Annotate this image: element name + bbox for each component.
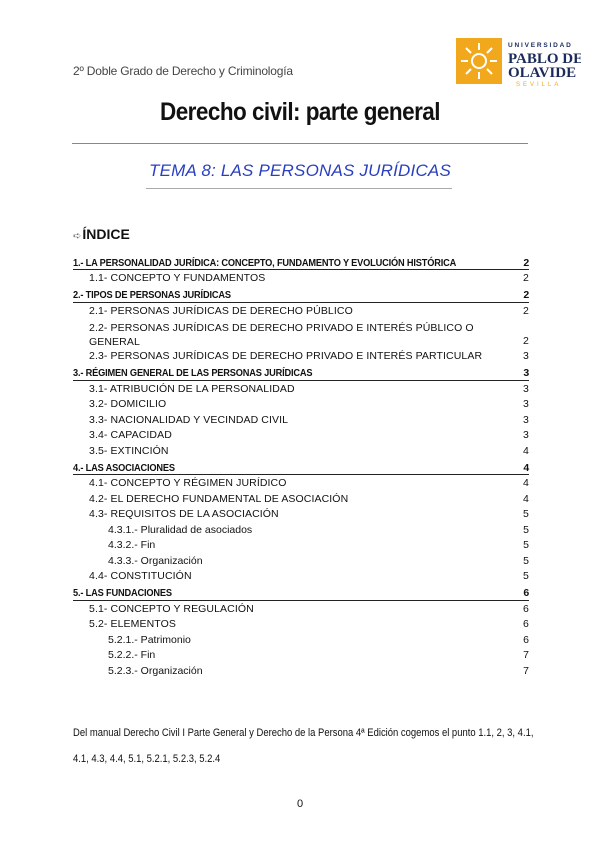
toc-entry[interactable] (73, 349, 529, 365)
toc-entry-label: 3.4- CAPACIDAD (89, 429, 172, 441)
toc-entry-label: 5.2- ELEMENTOS (89, 618, 176, 630)
toc-entry-page: 5 (523, 523, 529, 536)
toc-entry-label: 2.- TIPOS DE PERSONAS JURÍDICAS (73, 289, 231, 301)
toc-entry[interactable] (73, 254, 529, 271)
toc-entry-label: 3.- RÉGIMEN GENERAL DE LAS PERSONAS JURÍDICAS (73, 367, 313, 379)
toc-entry[interactable] (73, 459, 529, 476)
toc-entry-page: 3 (523, 350, 529, 362)
toc-entry[interactable] (73, 633, 529, 649)
toc-entry-page: 2 (523, 289, 529, 301)
toc-entry[interactable] (73, 664, 529, 680)
toc-entry-page: 5 (523, 570, 529, 582)
toc-entry-page: 5 (523, 508, 529, 520)
toc-entry-page: 6 (523, 587, 529, 599)
toc-entry[interactable] (73, 648, 529, 664)
toc-entry-label: 1.1- CONCEPTO Y FUNDAMENTOS (89, 272, 266, 284)
toc-entry[interactable] (73, 585, 529, 602)
toc-entry-page: 2 (523, 272, 529, 284)
toc-entry-page: 6 (523, 633, 529, 646)
svg-text:OLAVIDE: OLAVIDE (508, 65, 577, 81)
toc-entry-page: 3 (523, 398, 529, 410)
toc-entry-page: 2 (523, 334, 529, 347)
svg-text:UNIVERSIDAD: UNIVERSIDAD (508, 42, 573, 49)
toc-entry[interactable] (73, 602, 529, 618)
document-title: Derecho civil: parte general (159, 98, 440, 126)
toc-entry-label: 4.3.1.- Pluralidad de asociados (108, 523, 253, 536)
toc-entry-label: 1.- LA PERSONALIDAD JURÍDICA: CONCEPTO, FUNDAMENTO Y EVOLUCIÓN HISTÓRICA (73, 256, 457, 269)
svg-text:PABLO DE: PABLO DE (508, 51, 581, 67)
table-of-contents (73, 254, 529, 679)
toc-entry-label: 5.2.3.- Organización (108, 664, 203, 677)
toc-entry[interactable] (73, 444, 529, 460)
toc-entry-label: 5.1- CONCEPTO Y REGULACIÓN (89, 602, 254, 615)
toc-entry-page: 4 (523, 461, 529, 474)
title-divider (72, 143, 528, 144)
toc-entry-label: 4.3- REQUISITOS DE LA ASOCIACIÓN (89, 508, 279, 520)
toc-entry-page: 7 (523, 664, 529, 677)
toc-entry[interactable] (73, 538, 529, 554)
toc-entry[interactable] (73, 287, 529, 304)
toc-entry[interactable] (73, 382, 529, 398)
toc-entry-label: 2.2- PERSONAS JURÍDICAS DE DERECHO PRIVADO E INTERÉS PÚBLICO O GENERAL (89, 322, 474, 348)
toc-entry[interactable] (73, 554, 529, 570)
toc-entry-page: 3 (523, 413, 529, 426)
topic-title: TEMA 8: LAS PERSONAS JURÍDICAS (149, 161, 451, 180)
toc-entry-label: 3.1- ATRIBUCIÓN DE LA PERSONALIDAD (89, 382, 295, 395)
toc-entry-label: 2.1- PERSONAS JURÍDICAS DE DERECHO PÚBLICO (89, 304, 353, 317)
toc-entry[interactable] (73, 365, 529, 382)
page-number: 0 (296, 798, 304, 810)
toc-entry[interactable] (73, 413, 529, 429)
toc-heading: ➪ÍNDICE (73, 226, 130, 242)
toc-entry[interactable] (73, 507, 529, 523)
toc-entry-page: 5 (523, 554, 529, 567)
toc-entry-page: 7 (523, 649, 529, 661)
toc-entry-page: 4 (523, 492, 529, 505)
toc-entry-label: 5.2.1.- Patrimonio (108, 633, 191, 646)
toc-entry-page: 2 (523, 256, 529, 269)
header-subtitle: 2º Doble Grado de Derecho y Criminología (73, 64, 293, 78)
toc-entry[interactable] (73, 476, 529, 492)
toc-entry-page: 3 (523, 382, 529, 395)
toc-entry-page: 6 (523, 618, 529, 630)
toc-entry-label: 4.2- EL DERECHO FUNDAMENTAL DE ASOCIACIÓN (89, 492, 349, 505)
toc-entry-label: 5.2.2.- Fin (108, 649, 156, 661)
toc-entry[interactable] (73, 492, 529, 508)
university-sun-logo-icon (456, 38, 581, 88)
toc-entry-page: 5 (523, 539, 529, 551)
toc-entry[interactable] (73, 617, 529, 633)
collapse-arrow-icon: ➪ (73, 231, 82, 242)
university-logo (456, 38, 581, 88)
toc-entry-page: 4 (523, 477, 529, 489)
toc-entry-page: 3 (523, 429, 529, 441)
toc-entry-page: 4 (523, 444, 529, 457)
toc-entry[interactable] (73, 271, 529, 287)
toc-entry[interactable] (73, 428, 529, 444)
toc-entry-label: 4.3.3.- Organización (108, 554, 203, 567)
toc-entry-label: 3.3- NACIONALIDAD Y VECINDAD CIVIL (89, 413, 289, 426)
toc-entry-label: 4.- LAS ASOCIACIONES (73, 461, 175, 474)
topic-divider (146, 188, 452, 189)
toc-entry-page: 6 (523, 602, 529, 615)
toc-entry-page: 3 (523, 367, 529, 379)
toc-entry-label: 5.- LAS FUNDACIONES (73, 587, 172, 599)
toc-entry[interactable] (73, 304, 529, 320)
svg-text:SEVILLA: SEVILLA (516, 82, 562, 88)
toc-entry-label: 4.4- CONSTITUCIÓN (89, 570, 192, 582)
toc-entry[interactable] (73, 319, 529, 349)
toc-entry[interactable] (73, 569, 529, 585)
toc-entry[interactable] (73, 523, 529, 539)
toc-entry-label: 3.5- EXTINCIÓN (89, 444, 169, 457)
toc-entry-page: 2 (523, 304, 529, 317)
toc-entry-label: 3.2- DOMICILIO (89, 398, 167, 410)
toc-entry-label: 2.3- PERSONAS JURÍDICAS DE DERECHO PRIVADO E INTERÉS PARTICULAR (89, 350, 483, 362)
footnote-text: Del manual Derecho Civil I Parte General y Derecho de la Persona 4ª Edición cogemos el punto 1.1, 2, 3, 4.1, 4.1, 4.3, 4.4, 5.1, 5.2.1, 5.2.3, 5.2.4 (73, 727, 534, 765)
toc-entry-label: 4.1- CONCEPTO Y RÉGIMEN JURÍDICO (89, 477, 287, 489)
toc-entry-label: 4.3.2.- Fin (108, 539, 156, 551)
toc-entry[interactable] (73, 397, 529, 413)
